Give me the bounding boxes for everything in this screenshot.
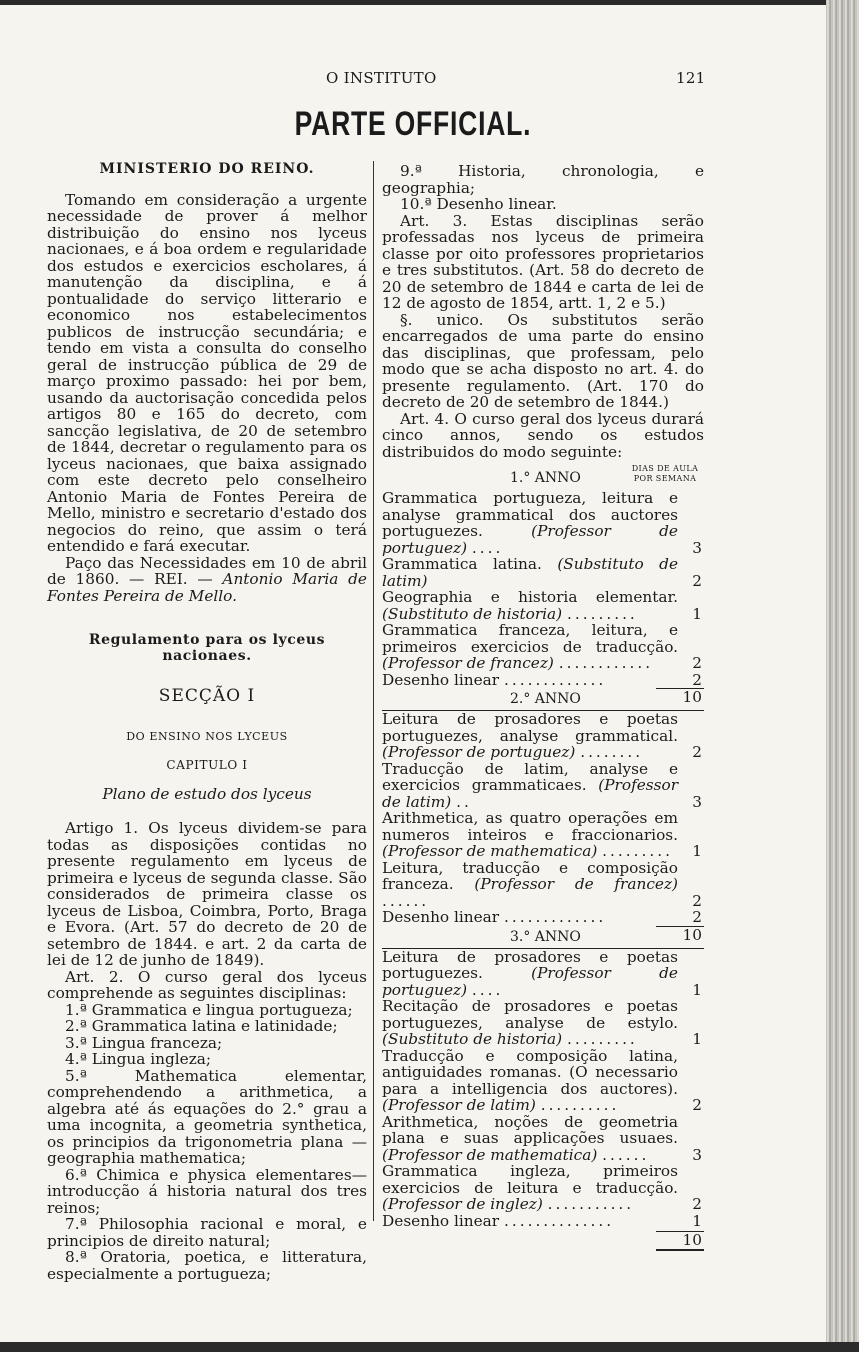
year-total: 10 [656, 1231, 704, 1251]
schedule-row: Leitura de prosadores e poetas portuguezes. (Professor de portuguez) .... 1 [382, 947, 702, 999]
year-total: 10 [656, 688, 704, 706]
chapter-subtitle: Plano de estudo dos lyceus [102, 784, 312, 803]
schedule-year-2 [382, 711, 704, 949]
article-3: Art. 3. Estas disciplinas serão professadas nos lyceus de primeira classe por oito professores proprietarios e tres substitutos. (Art. 58 do decreto de 20 de setembro de 1844 e carta de lei de 12 de agosto de 1854, artt. 1, 2 e 5.) [382, 211, 704, 312]
discipline-item: 1.ª Grammatica e lingua portugueza; [65, 1000, 353, 1019]
schedule-header [382, 464, 704, 490]
schedule-row: Leitura, traducção e composição franceza. (Professor de francez) ...... 2 [382, 858, 702, 910]
subject: Grammatica ingleza, primeiros exercicios de leitura e traducção. [382, 1162, 678, 1197]
teacher: (Substituto de historia) [382, 1030, 563, 1048]
discipline-item: 2.ª Grammatica latina e latinidade; [65, 1017, 338, 1035]
teacher: (Substituto de historia) [382, 604, 563, 623]
schedule-row: Leitura de prosadores e poetas portuguezes, analyse grammatical. (Professor de portuguez) ........ 2 [382, 710, 702, 761]
days-value: 2 [692, 654, 702, 672]
section-heading: SECÇÃO I [158, 686, 256, 706]
teacher: (Professor de latim) [382, 1096, 536, 1114]
teacher: (Professor de mathematica) [382, 842, 598, 860]
right-column [382, 163, 704, 1253]
discipline-item: 7.ª Philosophia racional e moral, e principios de direito natural; [47, 1215, 367, 1250]
teacher: (Professor de mathematica) [382, 1145, 598, 1164]
days-value: 2 [692, 670, 702, 689]
year-total-row [382, 1231, 704, 1253]
subject: Desenho linear [382, 1211, 500, 1230]
part-title: PARTE OFFICIAL. [294, 105, 532, 143]
schedule-row: Recitação de prosadores e poetas portuguezes, analyse de estylo. (Substituto de historia) ......... 1 [382, 997, 702, 1048]
year-label: 1.° ANNO [510, 470, 581, 486]
year-total-row [382, 926, 704, 949]
subject: Leitura, traducção e composição franceza. [382, 858, 678, 893]
subject: Leitura de prosadores e poetas portuguezes, analyse grammatical. [382, 710, 678, 745]
days-value: 1 [692, 1030, 702, 1048]
journal-title: O INSTITUTO [326, 69, 437, 87]
book-spine [826, 0, 859, 1352]
discipline-item: 4.ª Lingua ingleza; [65, 1050, 212, 1068]
schedule-row: Desenho linear ............. 2 [382, 908, 702, 926]
subject: Desenho linear [382, 670, 500, 689]
subject: Leitura de prosadores e poetas portuguezes. [382, 947, 678, 982]
teacher: (Professor de portuguez) [382, 522, 678, 557]
teacher: (Professor de inglez) [382, 1195, 543, 1213]
section-subheading: DO ENSINO NOS LYCEUS [126, 729, 288, 743]
decree-text: Tomando em consideração a urgente necessidade de prover á melhor distribuição do ensino nos lyceus nacionaes, e á boa ordem e regularidade dos estudos e exercicios escholares, á manutenção da disciplina, e á pontualidade do serviço litterario e economico nos estabelecimentos publicos de instrucção secundária; e tendo em vista a consulta do conselho geral de instrucção pública de 29 de março proximo passado: hei por bem, usando da auctorisação concedida pelos artigos 80 e 165 do decreto, com sancção legislativa, de 20 de setembro de 1844, decretar o regulamento para os lyceus nacionaes, que baixa assignado com este decreto pelo conselheiro Antonio Maria de Fontes Pereira de Mello, ministro e secretario d'estado dos negocios do reino, que assim o terá entendido e fará executar. [47, 190, 367, 555]
teacher: (Substituto de latim) [382, 555, 678, 590]
schedule-year-1 [382, 490, 704, 711]
article-4: Art. 4. O curso geral dos lyceus durará cinco annos, sendo os estudos distribuidos do modo seguinte: [382, 409, 704, 461]
regulation-title [47, 632, 367, 664]
scan-bottom-edge [0, 1342, 859, 1352]
schedule-row [382, 556, 704, 589]
page-number: 121 [676, 69, 706, 87]
days-value: 2 [692, 1195, 702, 1213]
subject: Arithmetica, noções de geometria plana e suas applicações usuaes. [382, 1112, 678, 1147]
discipline-item: 10.ª Desenho linear. [400, 195, 557, 213]
discipline-item: 6.ª Chimica e physica elementares—introducção á historia natural dos tres reinos; [47, 1165, 367, 1217]
year-total-row [382, 688, 704, 711]
days-value: 1 [692, 842, 702, 860]
regulation-title-line-1: Regulamento para os lyceus [88, 632, 326, 648]
days-value: 2 [692, 891, 702, 910]
teacher: (Professor de francez) [474, 875, 678, 893]
days-column-header [626, 464, 704, 484]
schedule-row: Grammatica ingleza, primeiros exercicios de leitura e traducção. (Professor de inglez) ........... 2 [382, 1162, 702, 1213]
schedule-row: Traducção de latim, analyse e exercicios grammaticaes. (Professor de latim) .. 3 [382, 759, 702, 811]
teacher: (Professor de latim) [382, 776, 678, 811]
days-value: 2 [692, 571, 702, 590]
column-divider [373, 161, 374, 1221]
discipline-item: 5.ª Mathematica elementar, comprehendendo a arithmetica, a algebra até ás equações do 2.° grau a uma incognita, a geometria synthetica, os principios da trigonometria plana —geographia mathematica; [47, 1066, 367, 1167]
days-value: 3 [692, 1145, 702, 1164]
discipline-item: 3.ª Lingua franceza; [65, 1033, 223, 1052]
days-value: 2 [692, 1096, 702, 1114]
subject: Desenho linear [382, 908, 500, 926]
paco-text: Paço das Necessidades em 10 de abril de 1860. — REI. — [47, 553, 367, 588]
schedule-row: Desenho linear .............. 1 [382, 1211, 702, 1230]
teacher: (Professor de portuguez) [382, 743, 576, 761]
year-total: 10 [656, 926, 704, 944]
days-value: 2 [692, 908, 702, 926]
year-label: 2.° ANNO [510, 691, 581, 707]
decree-signature [47, 555, 367, 605]
article-3-unico: §. unico. Os substitutos serão encarregados de uma parte do ensino das disciplinas, que professam, pelo modo que se acha disposto no art. 4. do presente regulamento. (Art. 170 do decreto de 20 de setembro de 1844.) [382, 310, 704, 411]
schedule-row: Grammatica franceza, leitura, e primeiros exercicios de traducção. (Professor de francez) ............ 2 [382, 621, 702, 672]
schedule-row: Traducção e composição latina, antiguidades romanas. (O necessario para a intelligencia dos auctores). (Professor de latim) .......... 2 [382, 1046, 702, 1114]
subject: Traducção e composição latina, antiguidades romanas. (O necessario para a intelligencia dos auctores). [382, 1046, 678, 1098]
days-value: 1 [692, 980, 702, 999]
schedule-row: Geographia e historia elementar. (Substituto de historia) ......... 1 [382, 588, 702, 623]
schedule-row: Arithmetica, noções de geometria plana e suas applicações usuaes. (Professor de mathematica) ...... 3 [382, 1112, 702, 1164]
teacher: (Professor de francez) [382, 654, 554, 672]
schedule-row: Desenho linear ............. 2 [382, 670, 702, 689]
article-1: Artigo 1. Os lyceus dividem-se para todas as disposições contidas no presente regulamento em lyceus de primeira e lyceus de segunda classe. São considerados de primeira classe os lyceus de Lisboa, Coimbra, Porto, Braga e Evora. (Art. 57 do decreto de 20 de setembro de 1844. e art. 2 da carta de lei de 12 de junho de 1849). [47, 819, 367, 969]
days-value: 1 [692, 604, 702, 623]
subject: Arithmetica, as quatro operações em numeros inteiros e fraccionarios. [382, 809, 678, 844]
days-value: 1 [692, 1211, 702, 1230]
discipline-item: 8.ª Oratoria, poetica, e litteratura, especialmente a portugueza; [47, 1248, 367, 1283]
running-head [0, 69, 826, 93]
discipline-item: 9.ª Historia, chronologia, e geographia; [382, 162, 704, 197]
regulation-title-line-2: nacionaes. [162, 648, 252, 664]
subject: Grammatica franceza, leitura, e primeiros exercicios de traducção. [382, 621, 678, 656]
article-2: Art. 2. O curso geral dos lyceus comprehende as seguintes disciplinas: [47, 967, 367, 1002]
days-value: 2 [692, 743, 702, 761]
days-header-line-2: POR SEMANA [633, 474, 697, 483]
days-value: 3 [692, 538, 702, 557]
chapter-heading: CAPITULO I [166, 758, 248, 772]
schedule-year-3 [382, 949, 704, 1254]
subject: Grammatica latina. [382, 555, 542, 573]
schedule-row: Arithmetica, as quatro operações em numeros inteiros e fraccionarios. (Professor de mathematica) ......... 1 [382, 809, 702, 860]
signatory-name: Antonio Maria de Fontes Pereira de Mello. [47, 570, 367, 605]
days-value: 3 [692, 792, 702, 811]
teacher: (Professor de portuguez) [382, 964, 678, 999]
subject: Recitação de prosadores e poetas portuguezes, analyse de estylo. [382, 997, 678, 1032]
subject: Traducção de latim, analyse e exercicios grammaticaes. [382, 759, 678, 794]
ministry-heading: MINISTERIO DO REINO. [99, 161, 315, 177]
schedule-row: Grammatica portugueza, leitura e analyse grammatical dos auctores portuguezes. (Professor de portuguez) .... 3 [382, 489, 702, 557]
subject: Grammatica portugueza, leitura e analyse grammatical dos auctores portuguezes. [382, 489, 678, 540]
year-label: 3.° ANNO [510, 928, 581, 945]
days-header-line-1: DIAS DE AULA [631, 464, 699, 473]
left-column [47, 161, 367, 1282]
subject: Geographia e historia elementar. [382, 588, 678, 606]
